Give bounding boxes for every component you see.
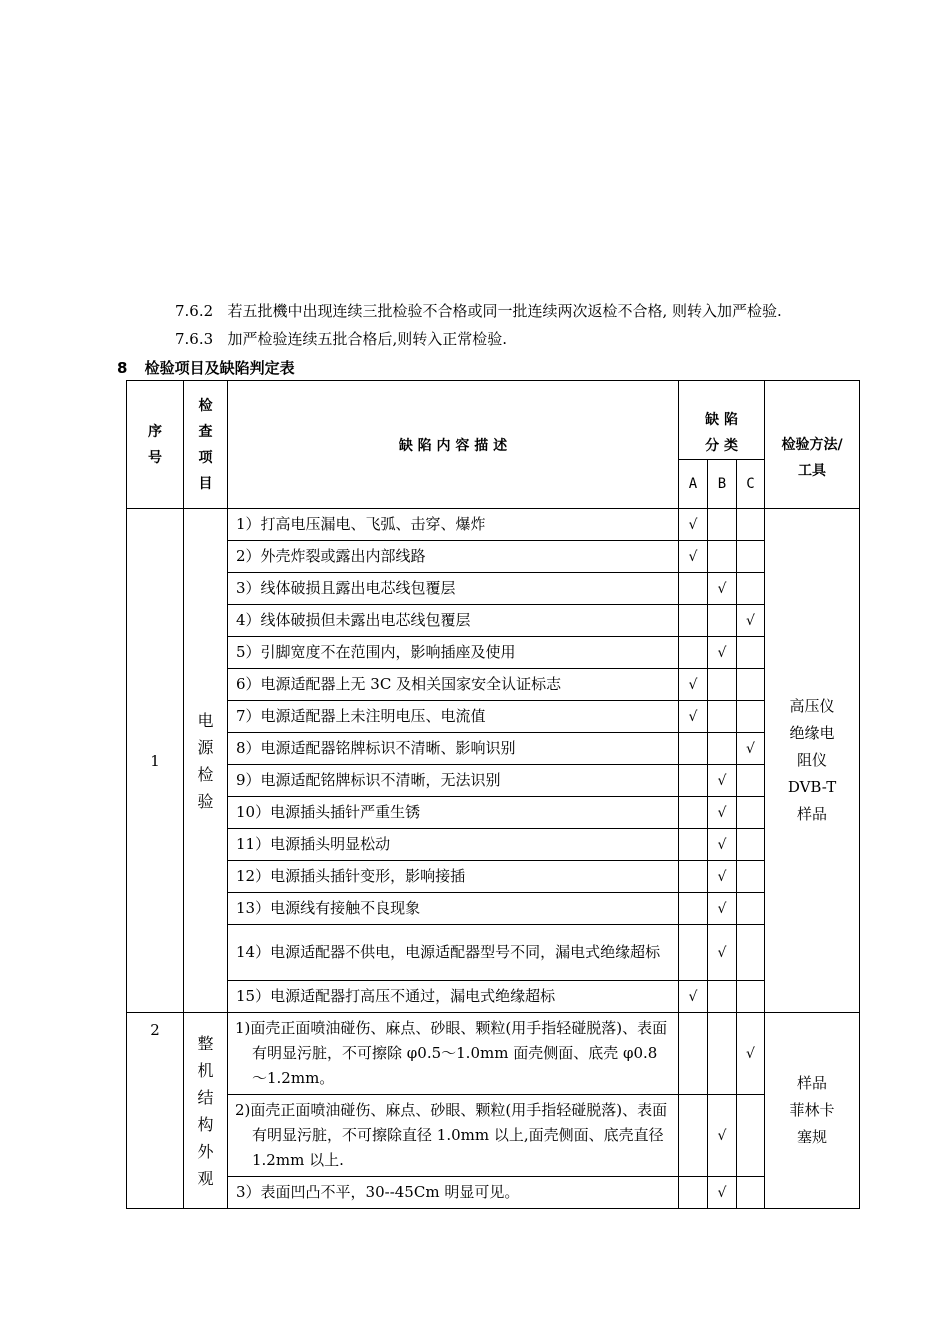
table-row: [127, 1177, 860, 1209]
class-b-cell: [708, 829, 737, 861]
check-mark: √: [717, 868, 727, 885]
class-c-cell: [737, 733, 765, 765]
defect-description: 1)面壳正面喷油碰伤、麻点、砂眼、颗粒(用手指轻碰脱落)、表面有明显污脏，不可擦除 φ0.5～1.0mm 面壳侧面、底壳 φ0.8～1.2mm。: [228, 1013, 679, 1095]
check-mark: √: [688, 988, 698, 1005]
class-a-cell: [679, 1095, 708, 1177]
table-row: [127, 573, 860, 605]
header-item: [184, 381, 228, 509]
class-a-cell: [679, 893, 708, 925]
section-heading: [117, 357, 295, 378]
check-mark: √: [688, 548, 698, 565]
check-mark: √: [717, 900, 727, 917]
group-item-label: 整机结构外观: [197, 1033, 214, 1188]
class-b-cell: [708, 733, 737, 765]
table-row: [127, 733, 860, 765]
defect-description: 15）电源适配器打高压不通过，漏电式绝缘超标: [228, 981, 679, 1013]
check-mark: √: [717, 944, 727, 961]
header-method: [765, 381, 860, 509]
table-row: [127, 981, 860, 1013]
defect-description: 2）外壳炸裂或露出内部线路: [228, 541, 679, 573]
table-row: [127, 1095, 860, 1177]
class-b-cell: [708, 765, 737, 797]
group-item: [184, 1013, 228, 1209]
paragraph-7-6-2: [175, 300, 782, 321]
class-b-cell: [708, 1177, 737, 1209]
table-row: [127, 605, 860, 637]
table-row: [127, 509, 860, 541]
table-row: [127, 925, 860, 981]
table-row: [127, 829, 860, 861]
class-b-cell: [708, 893, 737, 925]
check-mark: √: [688, 676, 698, 693]
check-mark: √: [717, 644, 727, 661]
paragraph-text: 若五批機中出现连续三批检验不合格或同一批连续两次返检不合格, 则转入加严检验.: [227, 302, 782, 320]
header-class-label: 缺 陷 分 类: [705, 412, 738, 454]
class-a-cell: [679, 541, 708, 573]
class-a-cell: [679, 765, 708, 797]
check-mark: √: [746, 612, 755, 629]
table-row: [127, 1013, 860, 1095]
paragraph-number: 7.6.2: [175, 302, 214, 320]
class-b-cell: [708, 925, 737, 981]
check-mark: √: [746, 740, 755, 757]
class-c-cell: [737, 1095, 765, 1177]
class-c-cell: [737, 797, 765, 829]
paragraph-number: 7.6.3: [175, 330, 214, 348]
class-c-cell: [737, 861, 765, 893]
check-mark: √: [746, 1045, 755, 1062]
defect-description: 5）引脚宽度不在范围内，影响插座及使用: [228, 637, 679, 669]
defect-description: 4）线体破损但未露出电芯线包覆层: [228, 605, 679, 637]
group-seq: 2: [127, 1013, 184, 1209]
defect-description: 3）线体破损且露出电芯线包覆层: [228, 573, 679, 605]
class-b-cell: [708, 541, 737, 573]
class-c-cell: [737, 637, 765, 669]
class-b-cell: [708, 981, 737, 1013]
table-row: [127, 669, 860, 701]
table-row: [127, 861, 860, 893]
group-item: [184, 509, 228, 1013]
class-c-cell: [737, 509, 765, 541]
header-class-a: A: [679, 460, 708, 509]
header-class: [679, 381, 765, 460]
class-c-cell: [737, 765, 765, 797]
header-desc: [228, 381, 679, 509]
class-b-cell: [708, 1013, 737, 1095]
table-row: [127, 893, 860, 925]
class-c-cell: [737, 573, 765, 605]
class-a-cell: [679, 701, 708, 733]
class-c-cell: [737, 605, 765, 637]
table-body: [127, 509, 860, 1209]
class-a-cell: [679, 733, 708, 765]
inspection-method: 高压仪 绝缘电 阻仪 DVB-T 样品: [765, 509, 860, 1013]
defect-description: 8）电源适配器铭牌标识不清晰、影响识别: [228, 733, 679, 765]
check-mark: √: [688, 708, 698, 725]
class-c-cell: [737, 893, 765, 925]
defect-description: 9）电源适配铭牌标识不清晰，无法识别: [228, 765, 679, 797]
defect-description: 13）电源线有接触不良现象: [228, 893, 679, 925]
header-seq: [127, 381, 184, 509]
class-a-cell: [679, 1177, 708, 1209]
table-row: [127, 765, 860, 797]
defect-description: 2)面壳正面喷油碰伤、麻点、砂眼、颗粒(用手指轻碰脱落)、表面有明显污脏，不可擦除直径 1.0mm 以上,面壳侧面、底壳直径 1.2mm 以上.: [228, 1095, 679, 1177]
check-mark: √: [717, 804, 727, 821]
class-c-cell: [737, 701, 765, 733]
header-method-label: 检验方法/ 工具: [781, 436, 843, 479]
class-a-cell: [679, 637, 708, 669]
class-a-cell: [679, 925, 708, 981]
defect-description: 11）电源插头明显松动: [228, 829, 679, 861]
inspection-method: 样品 菲林卡 塞规: [765, 1013, 860, 1209]
class-a-cell: [679, 797, 708, 829]
class-b-cell: [708, 605, 737, 637]
check-mark: √: [717, 1127, 727, 1144]
defect-description: 1）打高电压漏电、飞弧、击穿、爆炸: [228, 509, 679, 541]
check-mark: √: [717, 772, 727, 789]
inspection-table: [126, 380, 860, 1209]
header-desc-label: 缺 陷 内 容 描 述: [398, 437, 508, 454]
class-a-cell: [679, 669, 708, 701]
class-b-cell: [708, 1095, 737, 1177]
check-mark: √: [717, 836, 727, 853]
defect-description: 6）电源适配器上无 3C 及相关国家安全认证标志: [228, 669, 679, 701]
table-row: [127, 701, 860, 733]
class-c-cell: [737, 829, 765, 861]
section-number: 8: [117, 359, 128, 377]
header-class-b: B: [708, 460, 737, 509]
header-item-label: 检查项目: [198, 397, 213, 492]
class-b-cell: [708, 701, 737, 733]
class-c-cell: [737, 541, 765, 573]
class-a-cell: [679, 1013, 708, 1095]
class-a-cell: [679, 981, 708, 1013]
class-b-cell: [708, 861, 737, 893]
paragraph-7-6-3: [175, 328, 507, 349]
class-b-cell: [708, 797, 737, 829]
table-row: [127, 797, 860, 829]
class-c-cell: [737, 1177, 765, 1209]
defect-description: 10）电源插头插针严重生锈: [228, 797, 679, 829]
class-a-cell: [679, 573, 708, 605]
section-title: 检验项目及缺陷判定表: [144, 359, 295, 377]
class-b-cell: [708, 669, 737, 701]
group-item-label: 电源检验: [197, 710, 214, 811]
header-class-c: C: [737, 460, 765, 509]
class-b-cell: [708, 509, 737, 541]
defect-description: 7）电源适配器上未注明电压、电流值: [228, 701, 679, 733]
class-b-cell: [708, 637, 737, 669]
defect-description: 3）表面凹凸不平，30--45Cm 明显可见。: [228, 1177, 679, 1209]
paragraph-text: 加严检验连续五批合格后,则转入正常检验.: [227, 330, 508, 348]
class-a-cell: [679, 861, 708, 893]
header-seq-label: 序号: [148, 423, 162, 466]
table-row: [127, 541, 860, 573]
class-b-cell: [708, 573, 737, 605]
class-a-cell: [679, 605, 708, 637]
class-c-cell: [737, 669, 765, 701]
table-row: [127, 637, 860, 669]
check-mark: √: [688, 516, 698, 533]
group-seq: 1: [127, 509, 184, 1013]
defect-description: 12）电源插头插针变形，影响接插: [228, 861, 679, 893]
class-c-cell: [737, 925, 765, 981]
class-c-cell: [737, 1013, 765, 1095]
class-a-cell: [679, 509, 708, 541]
check-mark: √: [717, 1184, 727, 1201]
class-a-cell: [679, 829, 708, 861]
check-mark: √: [717, 580, 727, 597]
class-c-cell: [737, 981, 765, 1013]
defect-description: 14）电源适配器不供电，电源适配器型号不同，漏电式绝缘超标: [228, 925, 679, 981]
